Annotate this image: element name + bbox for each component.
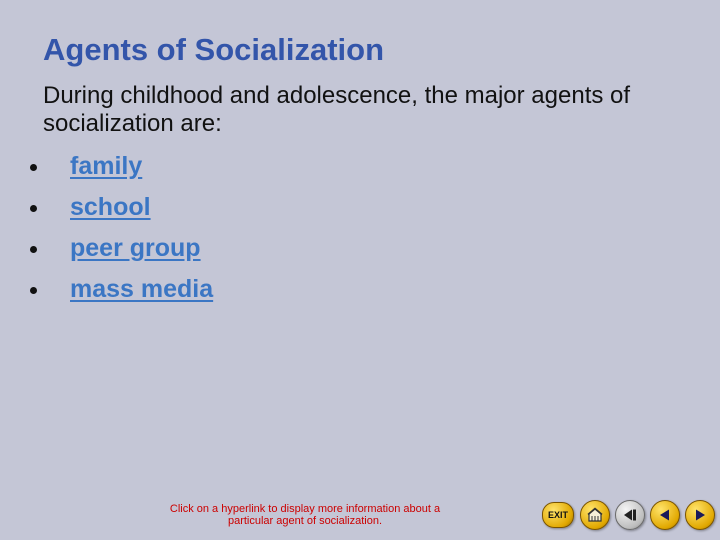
family-link[interactable]: family xyxy=(70,152,143,180)
exit-button[interactable] xyxy=(542,502,574,528)
school-link[interactable]: school xyxy=(70,193,151,221)
bullet-icon xyxy=(30,287,37,294)
bullet-icon xyxy=(30,246,37,253)
bullet-icon xyxy=(30,164,37,171)
mass-media-link[interactable]: mass media xyxy=(70,275,214,303)
home-button[interactable] xyxy=(580,500,610,530)
hyperlink-instruction-note: Click on a hyperlink to display more information about a particular agent of socialization. xyxy=(169,503,441,527)
peer-group-link[interactable]: peer group xyxy=(70,234,201,262)
slide-title: Agents of Socialization xyxy=(43,32,385,67)
previous-icon xyxy=(656,506,674,524)
return-button[interactable] xyxy=(615,500,645,530)
slide-intro-text: During childhood and adolescence, the major agents of socialization are: xyxy=(43,82,631,137)
return-icon xyxy=(621,506,639,524)
next-icon xyxy=(691,506,709,524)
navigation-bar xyxy=(542,500,720,530)
bullet-icon xyxy=(30,205,37,212)
next-button[interactable] xyxy=(685,500,715,530)
home-icon xyxy=(586,506,604,524)
previous-button[interactable] xyxy=(650,500,680,530)
exit-label: EXIT xyxy=(547,510,568,520)
